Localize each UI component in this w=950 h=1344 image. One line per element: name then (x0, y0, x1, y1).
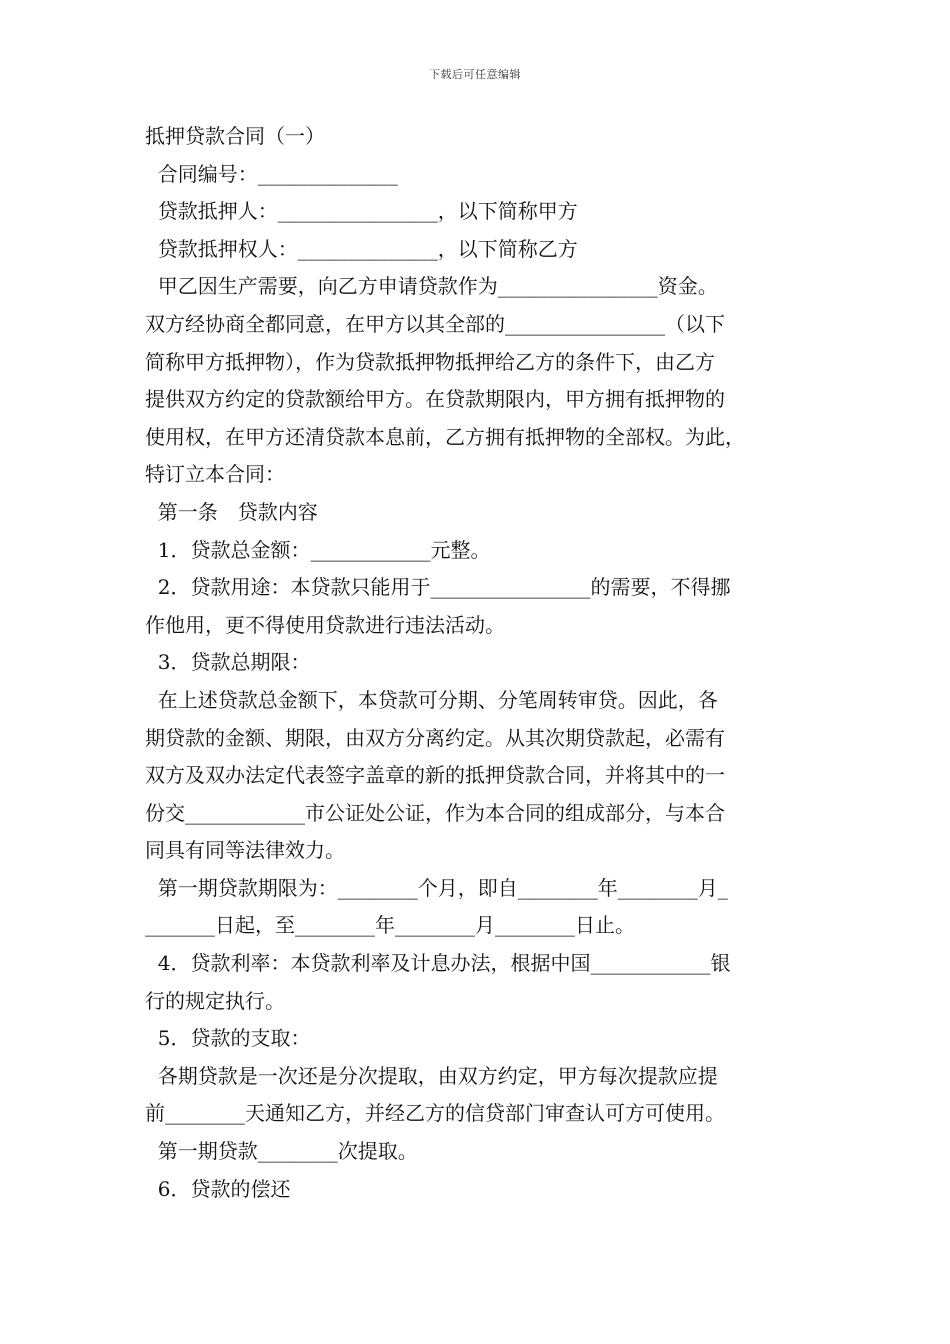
mortgagee-line: 贷款抵押权人：______________，以下简称乙方 (145, 236, 578, 261)
paragraph-line: 使用权，在甲方还清贷款本息前，乙方拥有抵押物的全部权。为此， (145, 424, 745, 449)
paragraph-line: 特订立本合同： (145, 462, 285, 487)
paragraph-line: 第一期贷款________次提取。 (145, 1139, 418, 1164)
paragraph-line: 期贷款的金额、期限，由双方分离约定。从其次期贷款起，必需有 (145, 725, 725, 750)
clause-line: 5．贷款的支取： (145, 1026, 311, 1051)
loan-term-line: _______日起，至________年________月________日止。 (145, 913, 635, 938)
document-title: 抵押贷款合同（一） (145, 124, 325, 148)
paragraph-line: 提供双方约定的贷款额给甲方。在贷款期限内，甲方拥有抵押物的 (145, 387, 725, 412)
clause-line: 1．贷款总金额：____________元整。 (145, 537, 491, 562)
paragraph-line: 甲乙因生产需要，向乙方申请贷款作为________________资金。 (145, 274, 718, 299)
clause-line: 作他用，更不得使用贷款进行违法活动。 (145, 612, 505, 637)
paragraph-line: 在上述贷款总金额下，本贷款可分期、分笔周转审贷。因此，各 (145, 687, 718, 712)
clause-line: 行的规定执行。 (145, 988, 285, 1013)
paragraph-line: 前________天通知乙方，并经乙方的信贷部门审查认可方可使用。 (145, 1101, 725, 1126)
paragraph-line: 各期贷款是一次还是分次提取，由双方约定，甲方每次提款应提 (145, 1063, 718, 1088)
paragraph-line: 份交____________市公证处公证，作为本合同的组成部分，与本合 (145, 800, 725, 825)
page-header: 下载后可任意编辑 (429, 68, 521, 81)
document-body (145, 118, 815, 1208)
mortgagor-line: 贷款抵押人：________________，以下简称甲方 (145, 199, 578, 224)
clause-line: 2．贷款用途：本贷款只能用于________________的需要，不得挪 (145, 575, 731, 600)
clause-line: 4．贷款利率：本贷款利率及计息办法，根据中国____________银 (145, 951, 731, 976)
paragraph-line: 同具有同等法律效力。 (145, 838, 345, 863)
section-heading: 第一条 贷款内容 (145, 499, 318, 524)
loan-term-line: 第一期贷款期限为：________个月，即自________年________月_ (145, 875, 728, 900)
paragraph-line: 双方及双办法定代表签字盖章的新的抵押贷款合同，并将其中的一 (145, 763, 725, 788)
paragraph-line: 简称甲方抵押物），作为贷款抵押物抵押给乙方的条件下，由乙方 (145, 349, 715, 374)
clause-line: 6．贷款的偿还 (145, 1176, 291, 1201)
clause-line: 3．贷款总期限： (145, 650, 311, 675)
contract-number-line: 合同编号：______________ (145, 161, 398, 186)
paragraph-line: 双方经协商全都同意，在甲方以其全部的________________（以下 (145, 311, 725, 336)
